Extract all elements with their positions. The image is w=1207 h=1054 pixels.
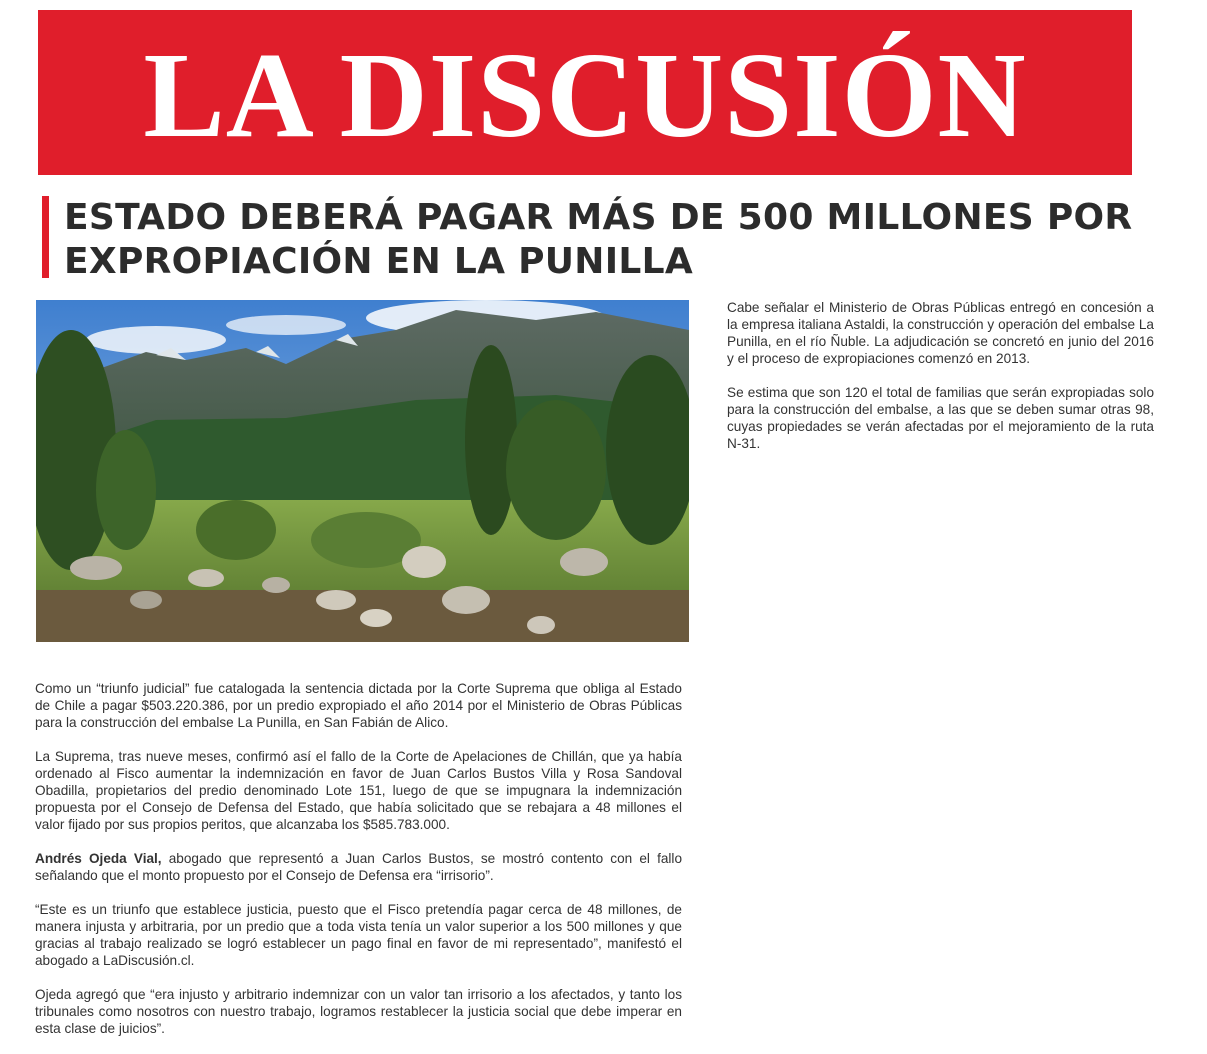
newspaper-logo: LA DISCUSIÓN — [143, 27, 1027, 163]
masthead-banner — [38, 10, 1132, 175]
body-text: abogado que representó a Juan Carlos Bustos, se mostró contento con el fallo señalando que el monto propuesto por el Consejo de Defensa era “irrisorio”. — [35, 851, 683, 883]
article-headline: ESTADO DEBERÁ PAGAR MÁS DE 500 MILLONES POR EXPROPIACIÓN EN LA PUNILLA — [64, 197, 1133, 282]
article-photo — [36, 300, 689, 642]
body-paragraph: Ojeda agregó que “era injusto y arbitrario indemnizar con un valor tan irrisorio a los afectados, y tanto los tribunales como nosotros con nuestro trabajo, logramos restablecer la justicia social que debe imperar en esta clase de juicios”. — [35, 987, 682, 1036]
body-paragraph — [35, 850, 682, 884]
quoted-person-name: Andrés Ojeda Vial, — [35, 851, 162, 866]
body-paragraph: Como un “triunfo judicial” fue catalogada la sentencia dictada por la Corte Suprema que obliga al Estado de Chile a pagar $503.220.386, por un predio expropiado el año 2014 por el Ministerio de Obras Públicas para la construcción del embalse La Punilla, en San Fabián de Alico. — [35, 681, 682, 730]
body-paragraph: La Suprema, tras nueve meses, confirmó así el fallo de la Corte de Apelaciones de Chillán, que ya había ordenado al Fisco aumentar la indemnización en favor de Juan Carlos Bustos Villa y Rosa Sandoval Obadilla, propietarios del predio denominado Lote 151, luego de que se impugnara la indemnización propuesta por el Consejo de Defensa del Estado, que había solicitado que se rebajara a 48 millones el valor fijado por sus propios peritos, que alcanzaba los $585.783.000. — [35, 749, 682, 832]
body-paragraph: “Este es un triunfo que establece justicia, puesto que el Fisco pretendía pagar cerca de 48 millones, de manera injusta y arbitraria, por un predio que a toda vista tenía un valor superior a los 500 millones y que gracias al trabajo realizado se logró establecer un pago final en favor de mi representado”, manifestó el abogado a LaDiscusión.cl. — [35, 902, 682, 968]
article-body-left-column — [35, 680, 682, 1054]
body-paragraph: Se estima que son 120 el total de familias que serán expropiadas solo para la construcción del embalse, a las que se deben sumar otras 98, cuyas propiedades se verán afectadas por el mejoramiento de la ruta N-31. — [727, 385, 1154, 451]
article-body-right-column — [727, 299, 1154, 469]
body-paragraph: Cabe señalar el Ministerio de Obras Públicas entregó en concesión a la empresa italiana Astaldi, la construcción y operación del embalse La Punilla, en el río Ñuble. La adjudicación se concretó en junio del 2016 y el proceso de expropiaciones comenzó en 2013. — [727, 300, 1154, 366]
headline-accent-bar — [42, 196, 49, 278]
